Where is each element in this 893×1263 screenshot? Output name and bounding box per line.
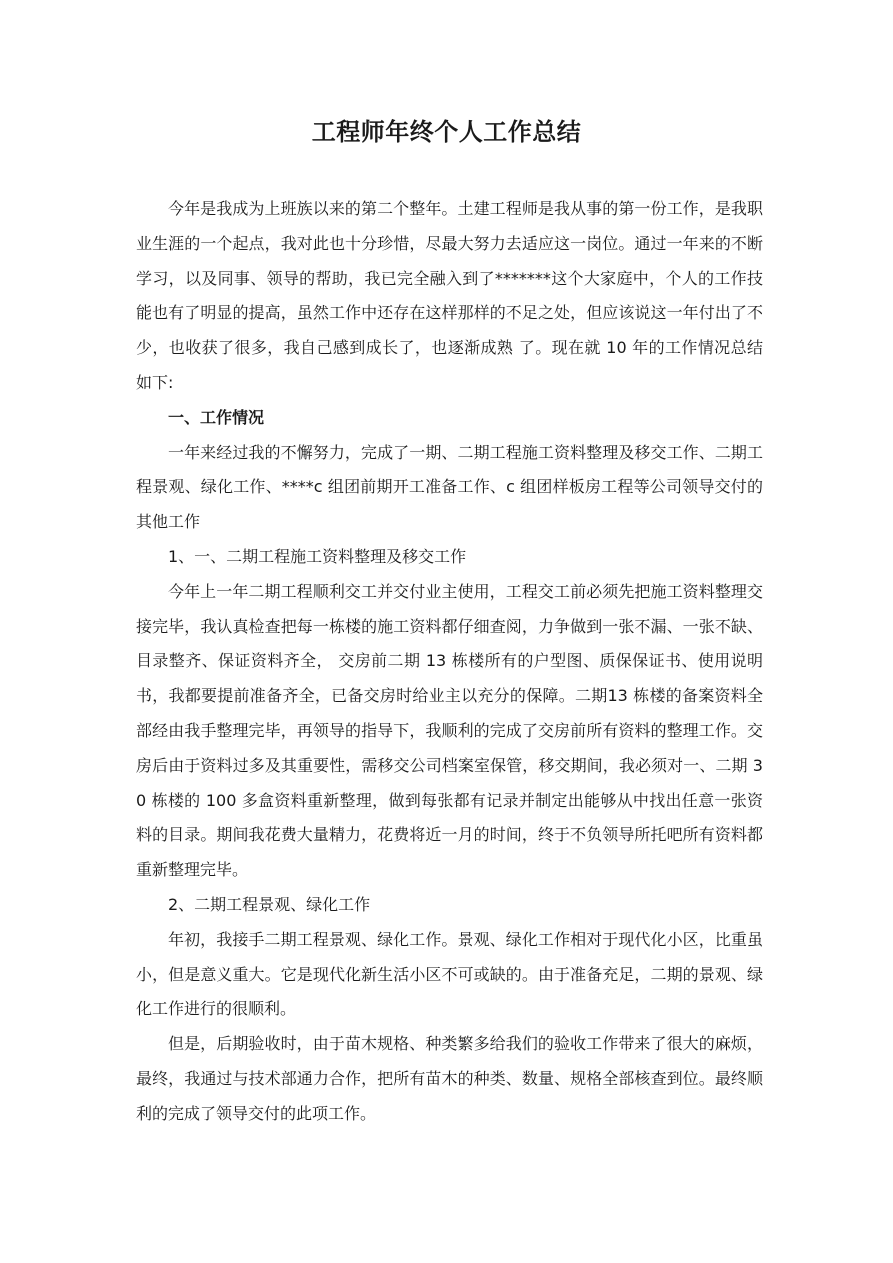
intro-paragraph: 今年是我成为上班族以来的第二个整年。土建工程师是我从事的第一份工作，是我职业生涯的一个起点，我对此也十分珍惜，尽最大努力去适应这一岗位。通过一年来的不断学习，以及同事、领导的帮助，我已完全融入到了*******这个大家庭中，个人的工作技能也有了明显的提高，虽然工作中还存在这样那样的不足之处，但应该说这一年付出了不少，也收获了很多，我自己感到成长了，也逐渐成熟 了。现在就 10 年的工作情况总结如下: <box>136 199 763 392</box>
document-title: 工程师年终个人工作总结 <box>311 118 582 146</box>
section-heading-work-status: 一、工作情况 <box>168 407 265 427</box>
subsection-heading-documents: 1、一、二期工程施工资料整理及移交工作 <box>168 546 467 566</box>
landscaping-paragraph-2: 但是，后期验收时，由于苗木规格、种类繁多给我们的验收工作带来了很大的麻烦，最终，我通过与技术部通力合作，把所有苗木的种类、数量、规格全部核查到位。最终顺利的完成了领导交付的此项工作。 <box>136 1034 763 1123</box>
work-status-paragraph: 一年来经过我的不懈努力，完成了一期、二期工程施工资料整理及移交工作、二期工程景观、绿化工作、****c 组团前期开工准备工作、c 组团样板房工程等公司领导交付的其他工作 <box>136 442 763 532</box>
subsection-heading-landscaping: 2、二期工程景观、绿化工作 <box>168 894 371 914</box>
landscaping-paragraph-1: 年初，我接手二期工程景观、绿化工作。景观、绿化工作相对于现代化小区，比重虽小，但是意义重大。它是现代化新生活小区不可或缺的。由于准备充足，二期的景观、绿化工作进行的很顺利。 <box>136 929 763 1019</box>
document-body <box>136 192 763 1132</box>
documents-paragraph: 今年上一年二期工程顺利交工并交付业主使用，工程交工前必须先把施工资料整理交接完毕，我认真检查把每一栋楼的施工资料都仔细查阅，力争做到一张不漏、一张不缺、目录整齐、保证资料齐全， 交房前二期 13 栋楼所有的户型图、质保保证书、使用说明书，我都要提前准备齐全，已备交房时给业主以充分的保障。二期13 栋楼的备案资料全部经由我手整理完毕，再领导的指导下，我顺利的完成了交房前所有资料的整理工作。交房后由于资料过多及其重要性，需移交公司档案室保管，移交期间，我必须对一、二期 30 栋楼的 100 多盒资料重新整理，做到每张都有记录并制定出能够从中找出任意一张资料的目录。期间我花费大量精力，花费将近一月的时间，终于不负领导所托吧所有资料都重新整理完毕。 <box>136 581 763 880</box>
